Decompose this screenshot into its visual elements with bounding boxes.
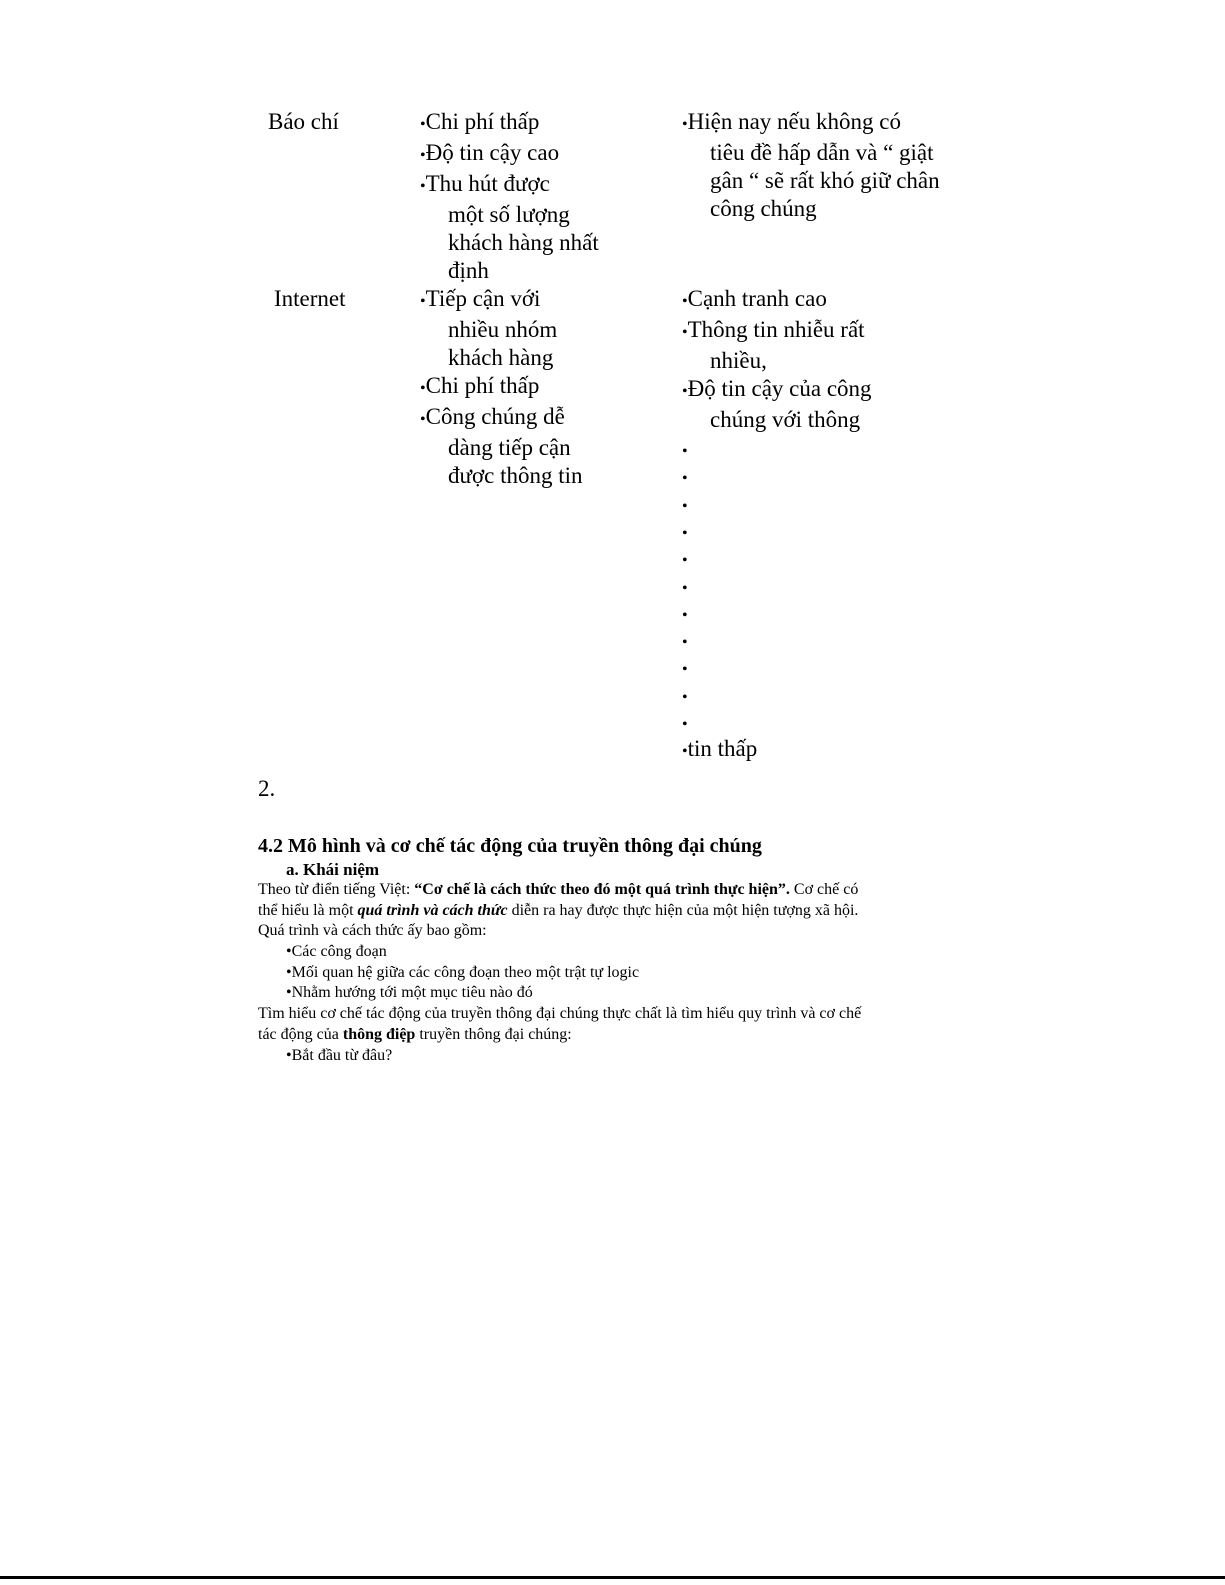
list-item: • Độ tin cậy cao (420, 139, 599, 170)
empty-bullet: • (682, 524, 688, 542)
list-item: • Tiếp cận với (420, 285, 583, 316)
section-subheading: a. Khái niệm (286, 860, 380, 879)
list-item: tiêu đề hấp dẫn và “ giật (710, 140, 934, 165)
list-item: • Thông tin nhiễu rất (682, 316, 872, 347)
list-item: • Cạnh tranh cao (682, 285, 872, 316)
internet-disadvantages-tail (682, 735, 757, 766)
paragraph-line: tác động của thông điệp truyền thông đại chúng: (258, 1025, 572, 1043)
internet-disadvantages (682, 285, 872, 434)
bao-chi-advantages (420, 108, 599, 285)
channel-label-bao-chi: Báo chí (268, 109, 339, 134)
list-item: • Hiện nay nếu không có (682, 108, 940, 139)
empty-bullet: • (682, 552, 688, 570)
paragraph-2 (258, 1004, 861, 1045)
empty-bullet: • (682, 443, 688, 460)
list-item: nhiều, (710, 348, 767, 373)
empty-bullet: • (682, 579, 688, 597)
list-item: khách hàng (448, 345, 554, 370)
empty-bullet: • (682, 688, 688, 706)
paragraph-line: Theo từ điển tiếng Việt: “Cơ chế là cách thức theo đó một quá trình thực hiện”. Cơ chế có (258, 881, 859, 898)
page-bottom-rule (0, 1576, 1225, 1579)
bao-chi-disadvantages (682, 108, 940, 223)
channel-label-internet: Internet (274, 286, 346, 311)
list-item: • Các công đoạn (286, 942, 639, 963)
list-item: được thông tin (448, 463, 583, 488)
empty-bullet: • (682, 497, 688, 515)
section-heading: 4.2 Mô hình và cơ chế tác động của truyền thông đại chúng (258, 835, 762, 857)
list-item: • Độ tin cậy của công (682, 375, 872, 406)
list-item: công chúng (710, 196, 817, 221)
list-item: nhiều nhóm (448, 317, 558, 342)
paragraph-line: thể hiểu là một quá trình và cách thức diễn ra hay được thực hiện của một hiện tượng xã hội. (258, 901, 859, 919)
empty-bullet: • (682, 634, 688, 652)
list-item: định (448, 258, 489, 283)
internet-advantages (420, 285, 583, 490)
paragraph-1 (258, 880, 858, 942)
paragraph-line: Quá trình và cách thức ấy bao gồm: (258, 922, 487, 940)
list-item: • Thu hút được (420, 170, 599, 201)
list-item: • Bắt đầu từ đâu? (286, 1046, 392, 1067)
empty-bullet: • (682, 470, 688, 488)
list-item: • Nhằm hướng tới một mục tiêu nào đó (286, 983, 639, 1004)
list-item: chúng với thông (710, 407, 861, 432)
bullet-list-2 (286, 1046, 392, 1067)
list-item: • Chi phí thấp (420, 108, 599, 139)
list-item: • tin thấp (682, 735, 757, 766)
empty-bullet: • (682, 606, 688, 624)
bullet-list-1 (286, 942, 639, 1004)
list-item: • Mối quan hệ giữa các công đoạn theo một trật tự logic (286, 963, 639, 984)
list-item: • Công chúng dễ (420, 403, 583, 434)
empty-bullet: • (682, 716, 688, 733)
empty-bullet: • (682, 661, 688, 679)
paragraph-line: Tìm hiểu cơ chế tác động của truyền thông đại chúng thực chất là tìm hiểu quy trình và cơ chế (258, 1005, 862, 1022)
number-marker: 2. (258, 776, 276, 801)
list-item: dàng tiếp cận (448, 435, 571, 460)
list-item: gân “ sẽ rất khó giữ chân (710, 168, 940, 193)
list-item: • Chi phí thấp (420, 372, 583, 403)
list-item: khách hàng nhất (448, 230, 599, 255)
list-item: một số lượng (448, 202, 570, 227)
